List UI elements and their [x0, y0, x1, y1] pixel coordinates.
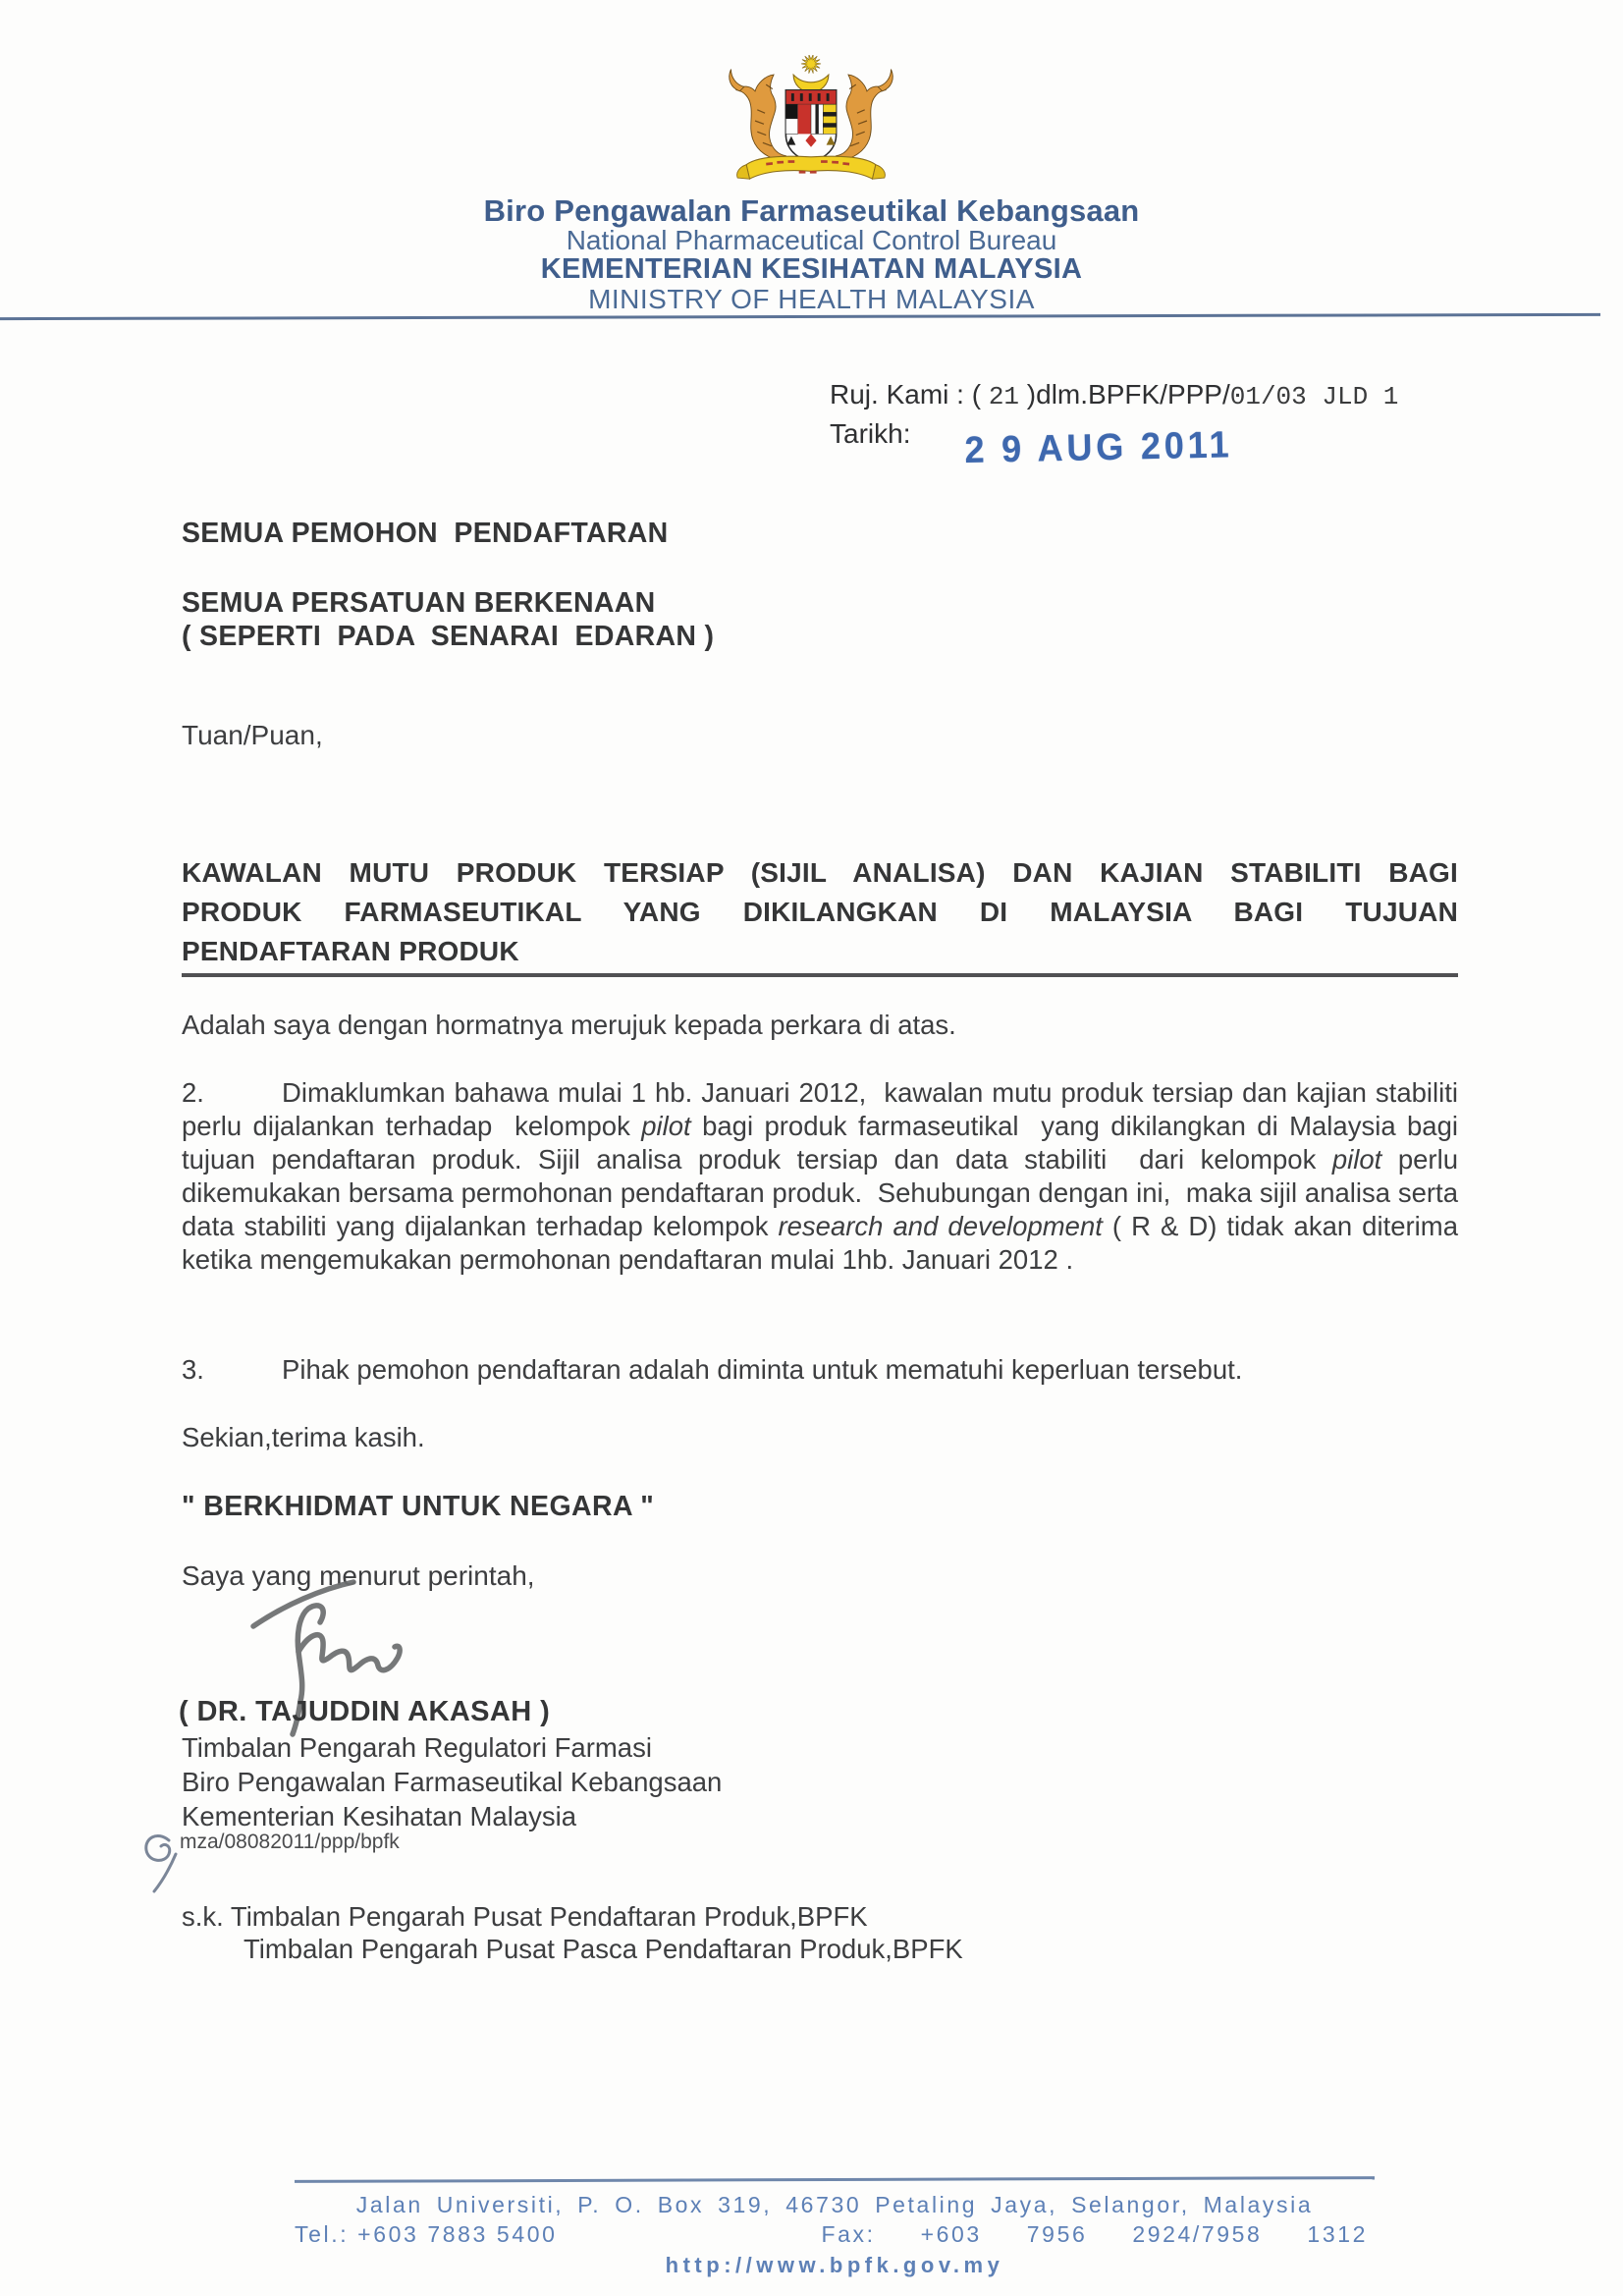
reference-volume: JLD 1 — [1306, 382, 1399, 411]
recipient-line-3: ( SEPERTI PADA SENARAI EDARAN ) — [182, 621, 715, 652]
reference-mid: )dlm.BPFK/PPP/ — [1019, 379, 1230, 410]
ministry-name-english: MINISTRY OF HEALTH MALAYSIA — [588, 284, 1035, 314]
footer-contact-line — [295, 2221, 1368, 2248]
signoff-line: Saya yang menurut perintah, — [182, 1560, 535, 1591]
signatory-title-1: Timbalan Pengarah Regulatori Farmasi — [182, 1732, 652, 1763]
recipient-line-1: SEMUA PEMOHON PENDAFTARAN — [182, 518, 669, 549]
paragraph-3-number: 3. — [182, 1354, 204, 1385]
paragraph-2 — [182, 1076, 1474, 1277]
footer-telephone: Tel.: +603 7883 5400 — [295, 2221, 558, 2247]
paragraph-2-italic: pilot — [641, 1111, 691, 1141]
footer-website: http://www.bpfk.gov.my — [665, 2253, 1004, 2277]
signatory-title-2: Biro Pengawalan Farmaseutikal Kebangsaan — [182, 1767, 723, 1797]
reference-file-number: 01/03 — [1229, 382, 1307, 411]
closing-line: Sekian,terima kasih. — [182, 1422, 425, 1452]
recipient-line-2: SEMUA PERSATUAN BERKENAAN — [182, 587, 656, 619]
reference-number-line — [830, 379, 1398, 411]
initials-scribble — [135, 1827, 194, 1895]
org-name-english: National Pharmaceutical Control Bureau — [566, 225, 1057, 255]
file-reference-note: mza/08082011/ppp/bpfk — [180, 1831, 400, 1853]
subject-underline — [182, 973, 1458, 977]
footer-fax: Fax: +603 7956 2924/7958 1312 — [821, 2221, 1368, 2247]
footer-divider — [295, 2176, 1375, 2183]
ministry-name-malay: KEMENTERIAN KESIHATAN MALAYSIA — [540, 253, 1083, 285]
paragraph-2-number: 2. — [182, 1077, 204, 1108]
paragraph-2-text: Dimaklumkan bahawa mulai 1 hb. Januari 2012, kawalan mutu produk tersiap dan kajian stabiliti perlu dijalankan terhadap kelompok — [182, 1077, 1466, 1141]
cc-line-2: Timbalan Pengarah Pusat Pasca Pendaftaran Produk,BPFK — [243, 1934, 963, 1964]
paragraph-2-text: bagi produk farmaseutikal yang dikilangkan di Malaysia bagi tujuan pendaftaran produk. Sijil analisa produk tersiap dan data stabiliti dari kelompok — [182, 1111, 1474, 1175]
signatory-title-3: Kementerian Kesihatan Malaysia — [182, 1801, 577, 1831]
malaysia-coat-of-arms-icon — [718, 55, 904, 183]
org-name-malay: Biro Pengawalan Farmaseutikal Kebangsaan — [483, 193, 1140, 228]
paragraph-2-italic: research and development — [778, 1211, 1103, 1241]
subject-line-3: PENDAFTARAN PRODUK — [182, 936, 519, 966]
paragraph-2-text: ( R & D) tidak akan diterima ketika mengemukakan permohonan pendaftaran mulai 1hb. Januari 2012 . — [182, 1211, 1466, 1275]
subject-line-1: KAWALAN MUTU PRODUK TERSIAP (SIJIL ANALISA) DAN KAJIAN STABILITI BAGI — [182, 857, 1458, 888]
reference-number: 21 — [988, 382, 1020, 411]
paragraph-1: Adalah saya dengan hormatnya merujuk kepada perkara di atas. — [182, 1010, 956, 1040]
paragraph-2-italic: pilot — [1331, 1144, 1382, 1175]
paragraph-2-text: perlu dikemukakan bersama permohonan pendaftaran produk. Sehubungan dengan ini, maka sijil analisa serta data stabiliti yang dijalankan terhadap kelompok — [182, 1144, 1466, 1241]
date-stamp: 2 9 AUG 2011 — [964, 424, 1233, 471]
motto-line: " BERKHIDMAT UNTUK NEGARA " — [182, 1491, 655, 1522]
salutation: Tuan/Puan, — [182, 720, 323, 750]
cc-line-1: s.k. Timbalan Pengarah Pusat Pendaftaran Produk,BPFK — [182, 1901, 868, 1932]
signatory-name: ( DR. TAJUDDIN AKASAH ) — [179, 1696, 551, 1727]
date-label: Tarikh: — [830, 418, 911, 449]
subject-line-2: PRODUK FARMASEUTIKAL YANG DIKILANGKAN DI MALAYSIA BAGI TUJUAN — [182, 897, 1458, 927]
paragraph-3-text: Pihak pemohon pendaftaran adalah diminta untuk mematuhi keperluan tersebut. — [282, 1354, 1243, 1385]
paragraph-3 — [182, 1353, 1458, 1387]
reference-label: Ruj. Kami : ( — [830, 379, 989, 410]
footer-address: Jalan Universiti, P. O. Box 319, 46730 Petaling Jaya, Selangor, Malaysia — [355, 2192, 1314, 2217]
